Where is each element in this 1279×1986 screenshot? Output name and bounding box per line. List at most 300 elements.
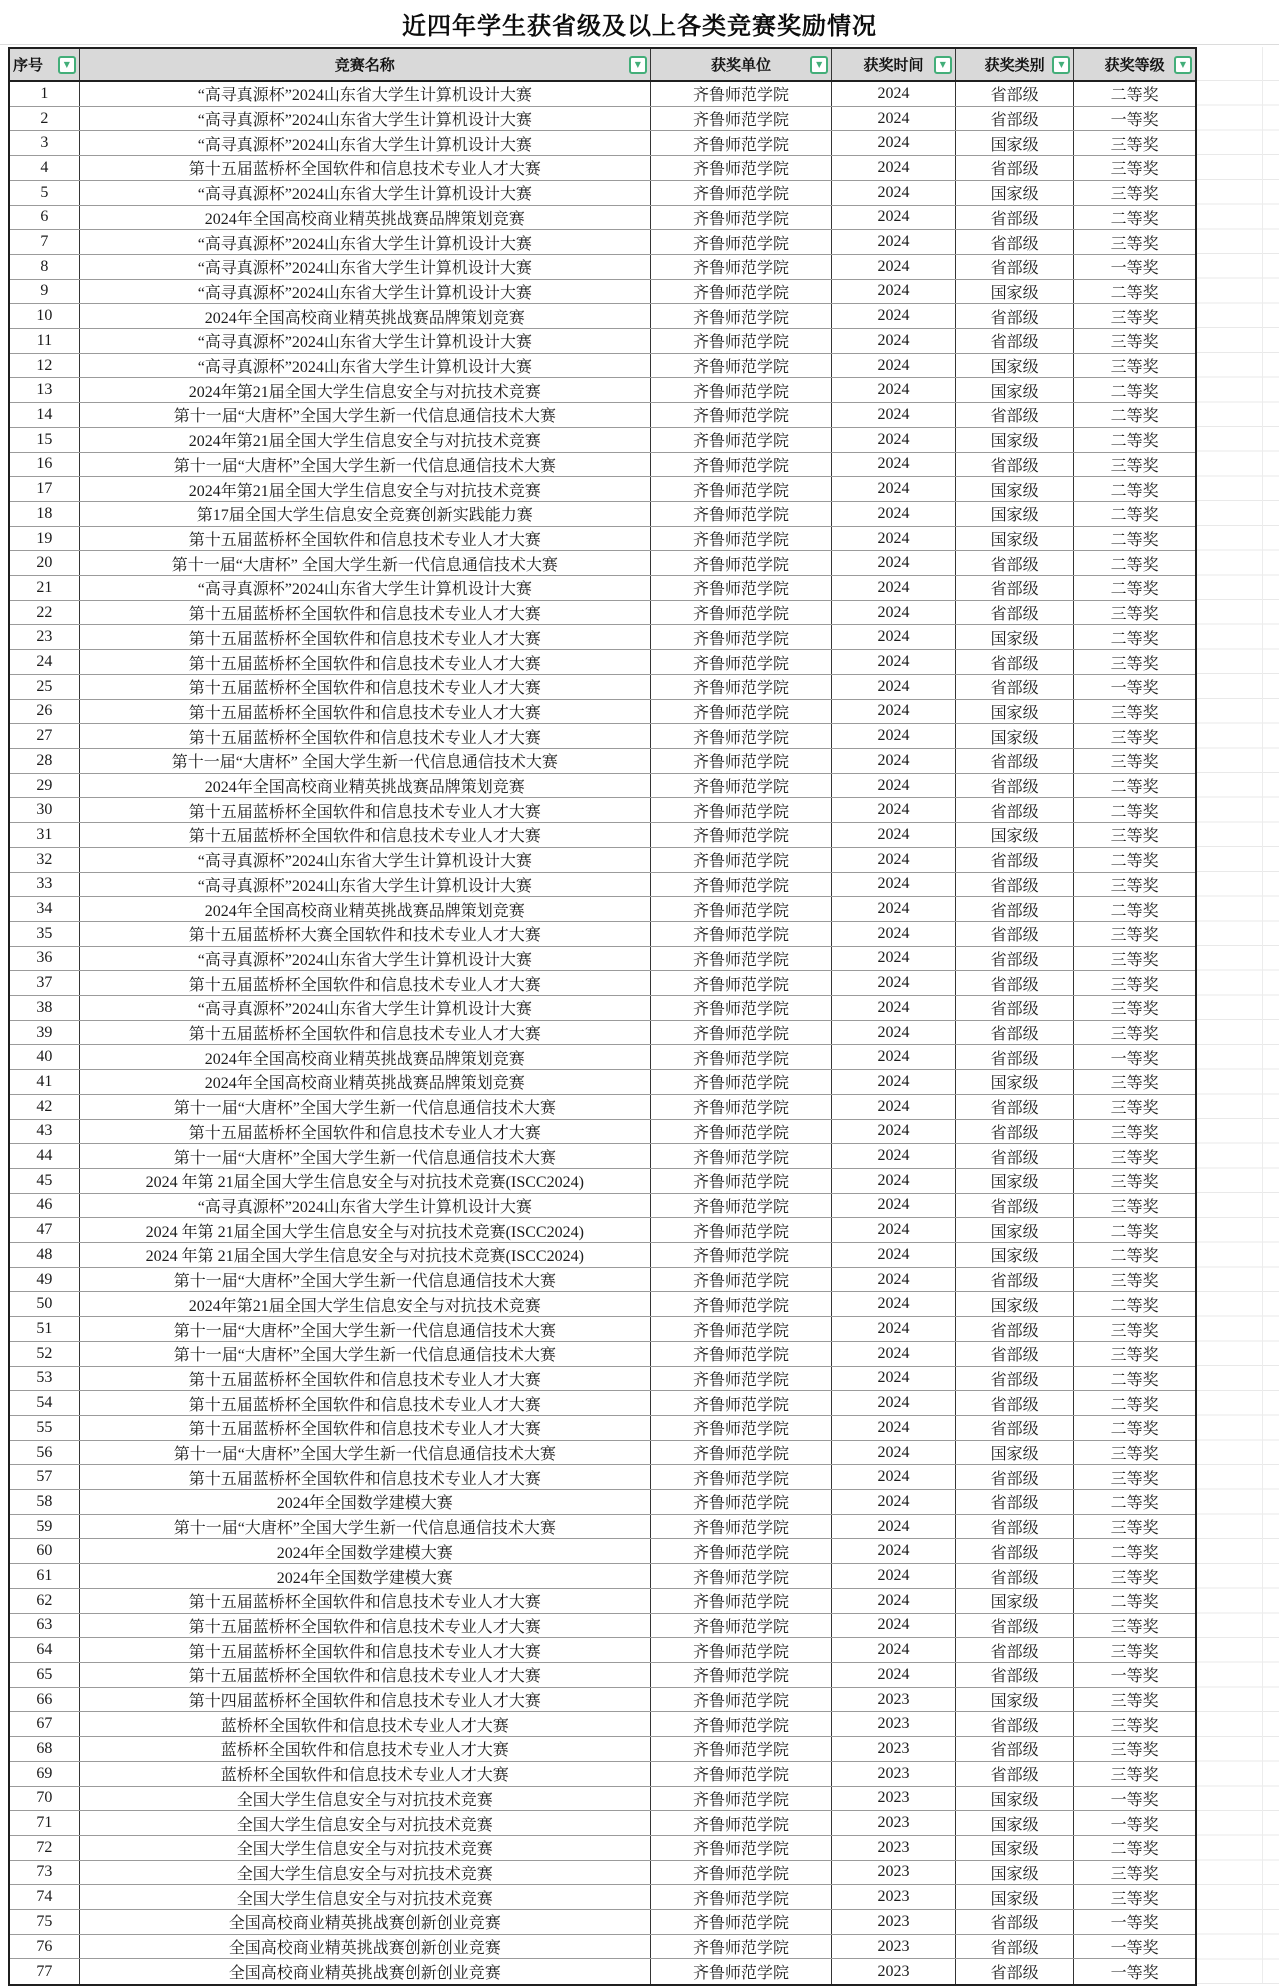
cell-award-level: 一等奖 xyxy=(1110,260,1159,278)
cell-award-year: 2024 xyxy=(832,107,956,131)
cell-award-year: 2024 xyxy=(832,996,956,1020)
cell-award-year: 2024 xyxy=(832,1465,956,1489)
cell-award-year: 2024 xyxy=(832,354,956,378)
cell-award-year: 2024 xyxy=(832,1539,956,1563)
cell-competition-name: 第十五届蓝桥杯全国软件和信息技术专业人才大赛 xyxy=(80,601,651,625)
cell-award-level: 三等奖 xyxy=(1110,1742,1159,1760)
table-row xyxy=(10,971,1195,996)
cell-award-year: 2024 xyxy=(832,947,956,971)
cell-competition-name: 蓝桥杯全国软件和信息技术专业人才大赛 xyxy=(80,1737,651,1761)
cell-award-year: 2024 xyxy=(832,280,956,304)
cell-award-year: 2024 xyxy=(832,156,956,180)
awards-table xyxy=(8,47,1197,1986)
cell-award-year: 2024 xyxy=(832,700,956,724)
table-row xyxy=(10,206,1195,231)
cell-index: 4 xyxy=(10,156,80,180)
cell-award-level: 三等奖 xyxy=(1110,729,1159,747)
cell-award-year: 2024 xyxy=(832,1070,956,1094)
cell-index: 55 xyxy=(10,1416,80,1440)
cell-award-level: 二等奖 xyxy=(1110,803,1159,821)
cell-award-year: 2024 xyxy=(832,206,956,230)
cell-award-unit: 齐鲁师范学院 xyxy=(651,1292,832,1316)
table-row xyxy=(10,428,1195,453)
cell-competition-name: 2024年全国数学建模大赛 xyxy=(80,1564,651,1588)
table-row xyxy=(10,1490,1195,1515)
cell-competition-name: “高寻真源杯”2024山东省大学生计算机设计大赛 xyxy=(80,354,651,378)
cell-award-year: 2023 xyxy=(832,1935,956,1959)
cell-competition-name: 第十五届蓝桥杯全国软件和信息技术专业人才大赛 xyxy=(80,1638,651,1662)
cell-index: 76 xyxy=(10,1935,80,1959)
cell-award-unit: 齐鲁师范学院 xyxy=(651,1465,832,1489)
cell-award-year: 2024 xyxy=(832,897,956,921)
cell-award-category: 省部级 xyxy=(956,749,1075,773)
cell-award-category: 省部级 xyxy=(956,601,1075,625)
cell-competition-name: “高寻真源杯”2024山东省大学生计算机设计大赛 xyxy=(80,131,651,155)
cell-award-category: 国家级 xyxy=(956,724,1075,748)
table-row xyxy=(10,1787,1195,1812)
cell-award-year: 2024 xyxy=(832,1021,956,1045)
cell-index: 42 xyxy=(10,1095,80,1119)
cell-index: 28 xyxy=(10,749,80,773)
cell-award-year: 2024 xyxy=(832,798,956,822)
cell-award-level: 三等奖 xyxy=(1110,1865,1159,1883)
cell-competition-name: 第十五届蓝桥杯全国软件和信息技术专业人才大赛 xyxy=(80,1120,651,1144)
cell-competition-name: 第十五届蓝桥杯全国软件和信息技术专业人才大赛 xyxy=(80,650,651,674)
cell-competition-name: 第十五届蓝桥杯全国软件和信息技术专业人才大赛 xyxy=(80,971,651,995)
table-row xyxy=(10,1515,1195,1540)
cell-award-year: 2023 xyxy=(832,1787,956,1811)
cell-award-unit: 齐鲁师范学院 xyxy=(651,280,832,304)
cell-award-category: 国家级 xyxy=(956,823,1075,847)
cell-award-unit: 齐鲁师范学院 xyxy=(651,1638,832,1662)
filter-dropdown-icon: ▼ xyxy=(1058,59,1065,69)
cell-award-level: 三等奖 xyxy=(1110,1149,1159,1167)
cell-award-category: 省部级 xyxy=(956,1614,1075,1638)
cell-award-category: 省部级 xyxy=(956,1268,1075,1292)
table-row xyxy=(10,996,1195,1021)
col-header-index xyxy=(10,49,80,80)
cell-index: 50 xyxy=(10,1292,80,1316)
cell-award-unit: 齐鲁师范学院 xyxy=(651,774,832,798)
cell-award-level: 二等奖 xyxy=(1110,1544,1159,1562)
cell-award-level: 三等奖 xyxy=(1110,754,1159,772)
cell-index: 73 xyxy=(10,1861,80,1885)
cell-award-level: 三等奖 xyxy=(1110,704,1159,722)
cell-award-level: 三等奖 xyxy=(1110,309,1159,327)
cell-award-level: 三等奖 xyxy=(1110,1174,1159,1192)
filter-button-award-year[interactable] xyxy=(934,56,952,74)
cell-competition-name: 第十五届蓝桥杯全国软件和信息技术专业人才大赛 xyxy=(80,823,651,847)
table-row xyxy=(10,1095,1195,1120)
cell-index: 57 xyxy=(10,1465,80,1489)
cell-award-level: 三等奖 xyxy=(1110,1273,1159,1291)
table-row xyxy=(10,774,1195,799)
cell-award-unit: 齐鲁师范学院 xyxy=(651,206,832,230)
cell-award-level: 三等奖 xyxy=(1110,1569,1159,1587)
cell-index: 43 xyxy=(10,1120,80,1144)
cell-competition-name: 2024年第21届全国大学生信息安全与对抗技术竞赛 xyxy=(80,428,651,452)
cell-award-year: 2024 xyxy=(832,1490,956,1514)
cell-index: 1 xyxy=(10,82,80,106)
table-row xyxy=(10,1737,1195,1762)
cell-index: 10 xyxy=(10,304,80,328)
cell-index: 60 xyxy=(10,1539,80,1563)
cell-award-category: 国家级 xyxy=(956,625,1075,649)
filter-button-index[interactable] xyxy=(58,56,76,74)
cell-competition-name: 2024 年第 21届全国大学生信息安全与对抗技术竞赛(ISCC2024) xyxy=(80,1218,651,1242)
cell-award-category: 省部级 xyxy=(956,576,1075,600)
cell-award-level: 二等奖 xyxy=(1110,1594,1159,1612)
cell-award-category: 省部级 xyxy=(956,1910,1075,1934)
cell-competition-name: 2024年全国高校商业精英挑战赛品牌策划竞赛 xyxy=(80,206,651,230)
cell-award-year: 2024 xyxy=(832,403,956,427)
cell-award-unit: 齐鲁师范学院 xyxy=(651,1564,832,1588)
table-row xyxy=(10,897,1195,922)
cell-award-level: 二等奖 xyxy=(1110,1223,1159,1241)
cell-award-level: 三等奖 xyxy=(1110,1347,1159,1365)
table-row xyxy=(10,1367,1195,1392)
cell-index: 18 xyxy=(10,502,80,526)
cell-index: 7 xyxy=(10,230,80,254)
table-row xyxy=(10,1243,1195,1268)
cell-award-year: 2024 xyxy=(832,1342,956,1366)
cell-award-year: 2024 xyxy=(832,749,956,773)
cell-competition-name: “高寻真源杯”2024山东省大学生计算机设计大赛 xyxy=(80,576,651,600)
filter-button-award-unit[interactable] xyxy=(810,56,828,74)
cell-competition-name: 2024 年第 21届全国大学生信息安全与对抗技术竞赛(ISCC2024) xyxy=(80,1243,651,1267)
cell-award-category: 省部级 xyxy=(956,947,1075,971)
cell-award-category: 省部级 xyxy=(956,1564,1075,1588)
table-row xyxy=(10,329,1195,354)
sheet-gridline-vertical xyxy=(1262,47,1263,1983)
cell-competition-name: 2024年第21届全国大学生信息安全与对抗技术竞赛 xyxy=(80,477,651,501)
table-row xyxy=(10,1169,1195,1194)
cell-award-level: 三等奖 xyxy=(1110,1520,1159,1538)
cell-award-unit: 齐鲁师范学院 xyxy=(651,996,832,1020)
cell-award-year: 2024 xyxy=(832,378,956,402)
cell-index: 33 xyxy=(10,873,80,897)
filter-button-competition-name[interactable] xyxy=(629,56,647,74)
filter-button-award-category[interactable] xyxy=(1052,56,1070,74)
cell-competition-name: 2024年全国高校商业精英挑战赛品牌策划竞赛 xyxy=(80,304,651,328)
cell-award-unit: 齐鲁师范学院 xyxy=(651,650,832,674)
cell-award-level: 三等奖 xyxy=(1110,877,1159,895)
cell-competition-name: 第十五届蓝桥杯全国软件和信息技术专业人才大赛 xyxy=(80,1614,651,1638)
cell-award-year: 2024 xyxy=(832,1169,956,1193)
table-row xyxy=(10,1441,1195,1466)
cell-competition-name: 第十五届蓝桥杯全国软件和信息技术专业人才大赛 xyxy=(80,1416,651,1440)
cell-award-year: 2024 xyxy=(832,823,956,847)
cell-index: 53 xyxy=(10,1367,80,1391)
cell-award-category: 国家级 xyxy=(956,280,1075,304)
cell-award-unit: 齐鲁师范学院 xyxy=(651,304,832,328)
cell-award-unit: 齐鲁师范学院 xyxy=(651,798,832,822)
cell-award-unit: 齐鲁师范学院 xyxy=(651,403,832,427)
cell-index: 58 xyxy=(10,1490,80,1514)
table-row xyxy=(10,1021,1195,1046)
cell-award-level: 三等奖 xyxy=(1110,976,1159,994)
cell-competition-name: 全国大学生信息安全与对抗技术竞赛 xyxy=(80,1885,651,1909)
filter-dropdown-icon: ▼ xyxy=(634,59,641,69)
cell-award-category: 省部级 xyxy=(956,82,1075,106)
cell-award-category: 省部级 xyxy=(956,206,1075,230)
cell-index: 14 xyxy=(10,403,80,427)
cell-award-level: 二等奖 xyxy=(1110,210,1159,228)
cell-competition-name: 第十一届“大唐杯”全国大学生新一代信息通信技术大赛 xyxy=(80,1515,651,1539)
cell-award-level: 二等奖 xyxy=(1110,581,1159,599)
cell-award-category: 省部级 xyxy=(956,304,1075,328)
cell-award-level: 二等奖 xyxy=(1110,482,1159,500)
cell-award-level: 二等奖 xyxy=(1110,507,1159,525)
table-row xyxy=(10,1465,1195,1490)
cell-award-category: 国家级 xyxy=(956,428,1075,452)
cell-award-category: 省部级 xyxy=(956,971,1075,995)
cell-index: 74 xyxy=(10,1885,80,1909)
cell-award-unit: 齐鲁师范学院 xyxy=(651,873,832,897)
cell-award-level: 三等奖 xyxy=(1110,1470,1159,1488)
cell-competition-name: 第十一届“大唐杯”全国大学生新一代信息通信技术大赛 xyxy=(80,403,651,427)
cell-award-unit: 齐鲁师范学院 xyxy=(651,971,832,995)
cell-index: 24 xyxy=(10,650,80,674)
cell-award-category: 省部级 xyxy=(956,922,1075,946)
cell-index: 31 xyxy=(10,823,80,847)
cell-index: 75 xyxy=(10,1910,80,1934)
cell-award-unit: 齐鲁师范学院 xyxy=(651,823,832,847)
cell-award-year: 2024 xyxy=(832,1144,956,1168)
table-row xyxy=(10,749,1195,774)
cell-award-level: 三等奖 xyxy=(1110,235,1159,253)
cell-award-level: 三等奖 xyxy=(1110,334,1159,352)
cell-index: 6 xyxy=(10,206,80,230)
cell-award-year: 2024 xyxy=(832,502,956,526)
cell-award-level: 三等奖 xyxy=(1110,1026,1159,1044)
cell-award-year: 2024 xyxy=(832,1441,956,1465)
cell-award-unit: 齐鲁师范学院 xyxy=(651,428,832,452)
cell-award-level: 三等奖 xyxy=(1110,828,1159,846)
cell-award-year: 2024 xyxy=(832,601,956,625)
cell-award-unit: 齐鲁师范学院 xyxy=(651,749,832,773)
cell-award-level: 二等奖 xyxy=(1110,1841,1159,1859)
cell-award-category: 省部级 xyxy=(956,848,1075,872)
cell-competition-name: “高寻真源杯”2024山东省大学生计算机设计大赛 xyxy=(80,181,651,205)
cell-award-year: 2024 xyxy=(832,1194,956,1218)
table-row xyxy=(10,576,1195,601)
cell-award-level: 三等奖 xyxy=(1110,1075,1159,1093)
cell-award-category: 省部级 xyxy=(956,551,1075,575)
table-row xyxy=(10,1317,1195,1342)
cell-competition-name: 第十五届蓝桥杯大赛全国软件和技术专业人才大赛 xyxy=(80,922,651,946)
cell-index: 45 xyxy=(10,1169,80,1193)
cell-competition-name: 第十五届蓝桥杯全国软件和信息技术专业人才大赛 xyxy=(80,1589,651,1613)
cell-award-year: 2024 xyxy=(832,1391,956,1415)
cell-index: 15 xyxy=(10,428,80,452)
cell-award-unit: 齐鲁师范学院 xyxy=(651,527,832,551)
table-row xyxy=(10,601,1195,626)
table-row xyxy=(10,230,1195,255)
cell-award-level: 一等奖 xyxy=(1110,680,1159,698)
cell-award-year: 2024 xyxy=(832,971,956,995)
cell-award-year: 2024 xyxy=(832,1663,956,1687)
col-header-award-year-label: 获奖时间 xyxy=(863,57,924,74)
cell-award-category: 省部级 xyxy=(956,1638,1075,1662)
cell-award-unit: 齐鲁师范学院 xyxy=(651,1045,832,1069)
cell-index: 19 xyxy=(10,527,80,551)
cell-competition-name: 第十五届蓝桥杯全国软件和信息技术专业人才大赛 xyxy=(80,798,651,822)
table-row xyxy=(10,378,1195,403)
cell-index: 9 xyxy=(10,280,80,304)
sheet-gridlines-right xyxy=(1197,80,1279,1984)
cell-award-category: 省部级 xyxy=(956,873,1075,897)
table-row xyxy=(10,848,1195,873)
cell-index: 3 xyxy=(10,131,80,155)
table-row xyxy=(10,1589,1195,1614)
cell-award-level: 二等奖 xyxy=(1110,383,1159,401)
cell-award-year: 2023 xyxy=(832,1688,956,1712)
filter-button-award-level[interactable] xyxy=(1174,56,1192,74)
cell-award-unit: 齐鲁师范学院 xyxy=(651,1194,832,1218)
table-row xyxy=(10,1762,1195,1787)
table-row xyxy=(10,131,1195,156)
cell-award-level: 三等奖 xyxy=(1110,1890,1159,1908)
cell-award-level: 三等奖 xyxy=(1110,1643,1159,1661)
cell-award-category: 省部级 xyxy=(956,1465,1075,1489)
cell-award-level: 一等奖 xyxy=(1110,1915,1159,1933)
cell-index: 21 xyxy=(10,576,80,600)
cell-index: 40 xyxy=(10,1045,80,1069)
cell-award-year: 2024 xyxy=(832,255,956,279)
table-row xyxy=(10,1959,1195,1984)
cell-award-level: 二等奖 xyxy=(1110,1371,1159,1389)
cell-award-year: 2024 xyxy=(832,1589,956,1613)
cell-award-unit: 齐鲁师范学院 xyxy=(651,1539,832,1563)
cell-competition-name: 第十一届“大唐杯”全国大学生新一代信息通信技术大赛 xyxy=(80,453,651,477)
cell-competition-name: 第十五届蓝桥杯全国软件和信息技术专业人才大赛 xyxy=(80,1367,651,1391)
cell-award-level: 二等奖 xyxy=(1110,556,1159,574)
table-row xyxy=(10,1045,1195,1070)
cell-index: 70 xyxy=(10,1787,80,1811)
cell-award-year: 2023 xyxy=(832,1811,956,1835)
cell-index: 27 xyxy=(10,724,80,748)
cell-index: 56 xyxy=(10,1441,80,1465)
cell-award-unit: 齐鲁师范学院 xyxy=(651,82,832,106)
cell-award-unit: 齐鲁师范学院 xyxy=(651,181,832,205)
table-row xyxy=(10,1391,1195,1416)
cell-competition-name: 第十五届蓝桥杯全国软件和信息技术专业人才大赛 xyxy=(80,1663,651,1687)
table-row xyxy=(10,675,1195,700)
cell-competition-name: 第17届全国大学生信息安全竞赛创新实践能力赛 xyxy=(80,502,651,526)
cell-award-level: 三等奖 xyxy=(1110,1124,1159,1142)
cell-index: 68 xyxy=(10,1737,80,1761)
cell-award-category: 省部级 xyxy=(956,1342,1075,1366)
table-row xyxy=(10,700,1195,725)
cell-competition-name: 2024年全国高校商业精英挑战赛品牌策划竞赛 xyxy=(80,897,651,921)
cell-competition-name: 全国高校商业精英挑战赛创新创业竞赛 xyxy=(80,1935,651,1959)
cell-competition-name: 全国高校商业精英挑战赛创新创业竞赛 xyxy=(80,1959,651,1984)
cell-award-category: 国家级 xyxy=(956,1688,1075,1712)
table-row xyxy=(10,1935,1195,1960)
header-row xyxy=(10,49,1195,82)
cell-award-year: 2023 xyxy=(832,1737,956,1761)
cell-competition-name: 第十五届蓝桥杯全国软件和信息技术专业人才大赛 xyxy=(80,156,651,180)
cell-award-category: 省部级 xyxy=(956,1935,1075,1959)
cell-competition-name: “高寻真源杯”2024山东省大学生计算机设计大赛 xyxy=(80,848,651,872)
cell-award-year: 2024 xyxy=(832,1416,956,1440)
cell-award-level: 三等奖 xyxy=(1110,1001,1159,1019)
cell-award-category: 省部级 xyxy=(956,1194,1075,1218)
cell-index: 63 xyxy=(10,1614,80,1638)
table-body xyxy=(10,82,1195,1984)
cell-award-unit: 齐鲁师范学院 xyxy=(651,625,832,649)
table-row xyxy=(10,255,1195,280)
cell-competition-name: 2024年第21届全国大学生信息安全与对抗技术竞赛 xyxy=(80,378,651,402)
cell-award-year: 2024 xyxy=(832,551,956,575)
cell-competition-name: “高寻真源杯”2024山东省大学生计算机设计大赛 xyxy=(80,255,651,279)
cell-index: 16 xyxy=(10,453,80,477)
cell-index: 61 xyxy=(10,1564,80,1588)
cell-competition-name: 第十五届蓝桥杯全国软件和信息技术专业人才大赛 xyxy=(80,675,651,699)
col-header-award-unit xyxy=(651,49,832,80)
cell-award-unit: 齐鲁师范学院 xyxy=(651,1737,832,1761)
cell-award-level: 三等奖 xyxy=(1110,1446,1159,1464)
table-row xyxy=(10,82,1195,107)
cell-index: 59 xyxy=(10,1515,80,1539)
cell-award-category: 省部级 xyxy=(956,107,1075,131)
table-row xyxy=(10,873,1195,898)
table-row xyxy=(10,1712,1195,1737)
cell-competition-name: “高寻真源杯”2024山东省大学生计算机设计大赛 xyxy=(80,230,651,254)
cell-award-level: 二等奖 xyxy=(1110,1248,1159,1266)
cell-award-level: 三等奖 xyxy=(1110,161,1159,179)
cell-award-year: 2024 xyxy=(832,1268,956,1292)
cell-award-level: 二等奖 xyxy=(1110,1396,1159,1414)
table-row xyxy=(10,1268,1195,1293)
cell-award-category: 省部级 xyxy=(956,230,1075,254)
cell-award-category: 省部级 xyxy=(956,156,1075,180)
cell-award-year: 2023 xyxy=(832,1959,956,1984)
cell-award-category: 国家级 xyxy=(956,700,1075,724)
cell-award-level: 三等奖 xyxy=(1110,606,1159,624)
cell-competition-name: 2024年全国高校商业精英挑战赛品牌策划竞赛 xyxy=(80,1070,651,1094)
cell-award-unit: 齐鲁师范学院 xyxy=(651,1441,832,1465)
cell-award-level: 二等奖 xyxy=(1110,1297,1159,1315)
filter-dropdown-icon: ▼ xyxy=(63,59,70,69)
cell-competition-name: 2024年全国数学建模大赛 xyxy=(80,1539,651,1563)
cell-competition-name: 全国大学生信息安全与对抗技术竞赛 xyxy=(80,1836,651,1860)
cell-index: 54 xyxy=(10,1391,80,1415)
cell-award-year: 2024 xyxy=(832,774,956,798)
cell-award-unit: 齐鲁师范学院 xyxy=(651,1218,832,1242)
cell-award-category: 省部级 xyxy=(956,774,1075,798)
cell-index: 11 xyxy=(10,329,80,353)
cell-competition-name: 第十五届蓝桥杯全国软件和信息技术专业人才大赛 xyxy=(80,1391,651,1415)
table-row xyxy=(10,403,1195,428)
table-row xyxy=(10,1638,1195,1663)
cell-award-unit: 齐鲁师范学院 xyxy=(651,1243,832,1267)
cell-award-year: 2024 xyxy=(832,477,956,501)
cell-award-unit: 齐鲁师范学院 xyxy=(651,1712,832,1736)
cell-index: 20 xyxy=(10,551,80,575)
cell-award-unit: 齐鲁师范学院 xyxy=(651,897,832,921)
cell-competition-name: 第十四届蓝桥杯全国软件和信息技术专业人才大赛 xyxy=(80,1688,651,1712)
cell-award-unit: 齐鲁师范学院 xyxy=(651,354,832,378)
table-row xyxy=(10,724,1195,749)
cell-award-year: 2024 xyxy=(832,1120,956,1144)
cell-award-category: 省部级 xyxy=(956,403,1075,427)
table-row xyxy=(10,1885,1195,1910)
cell-award-level: 二等奖 xyxy=(1110,433,1159,451)
cell-award-year: 2024 xyxy=(832,1638,956,1662)
cell-award-unit: 齐鲁师范学院 xyxy=(651,551,832,575)
